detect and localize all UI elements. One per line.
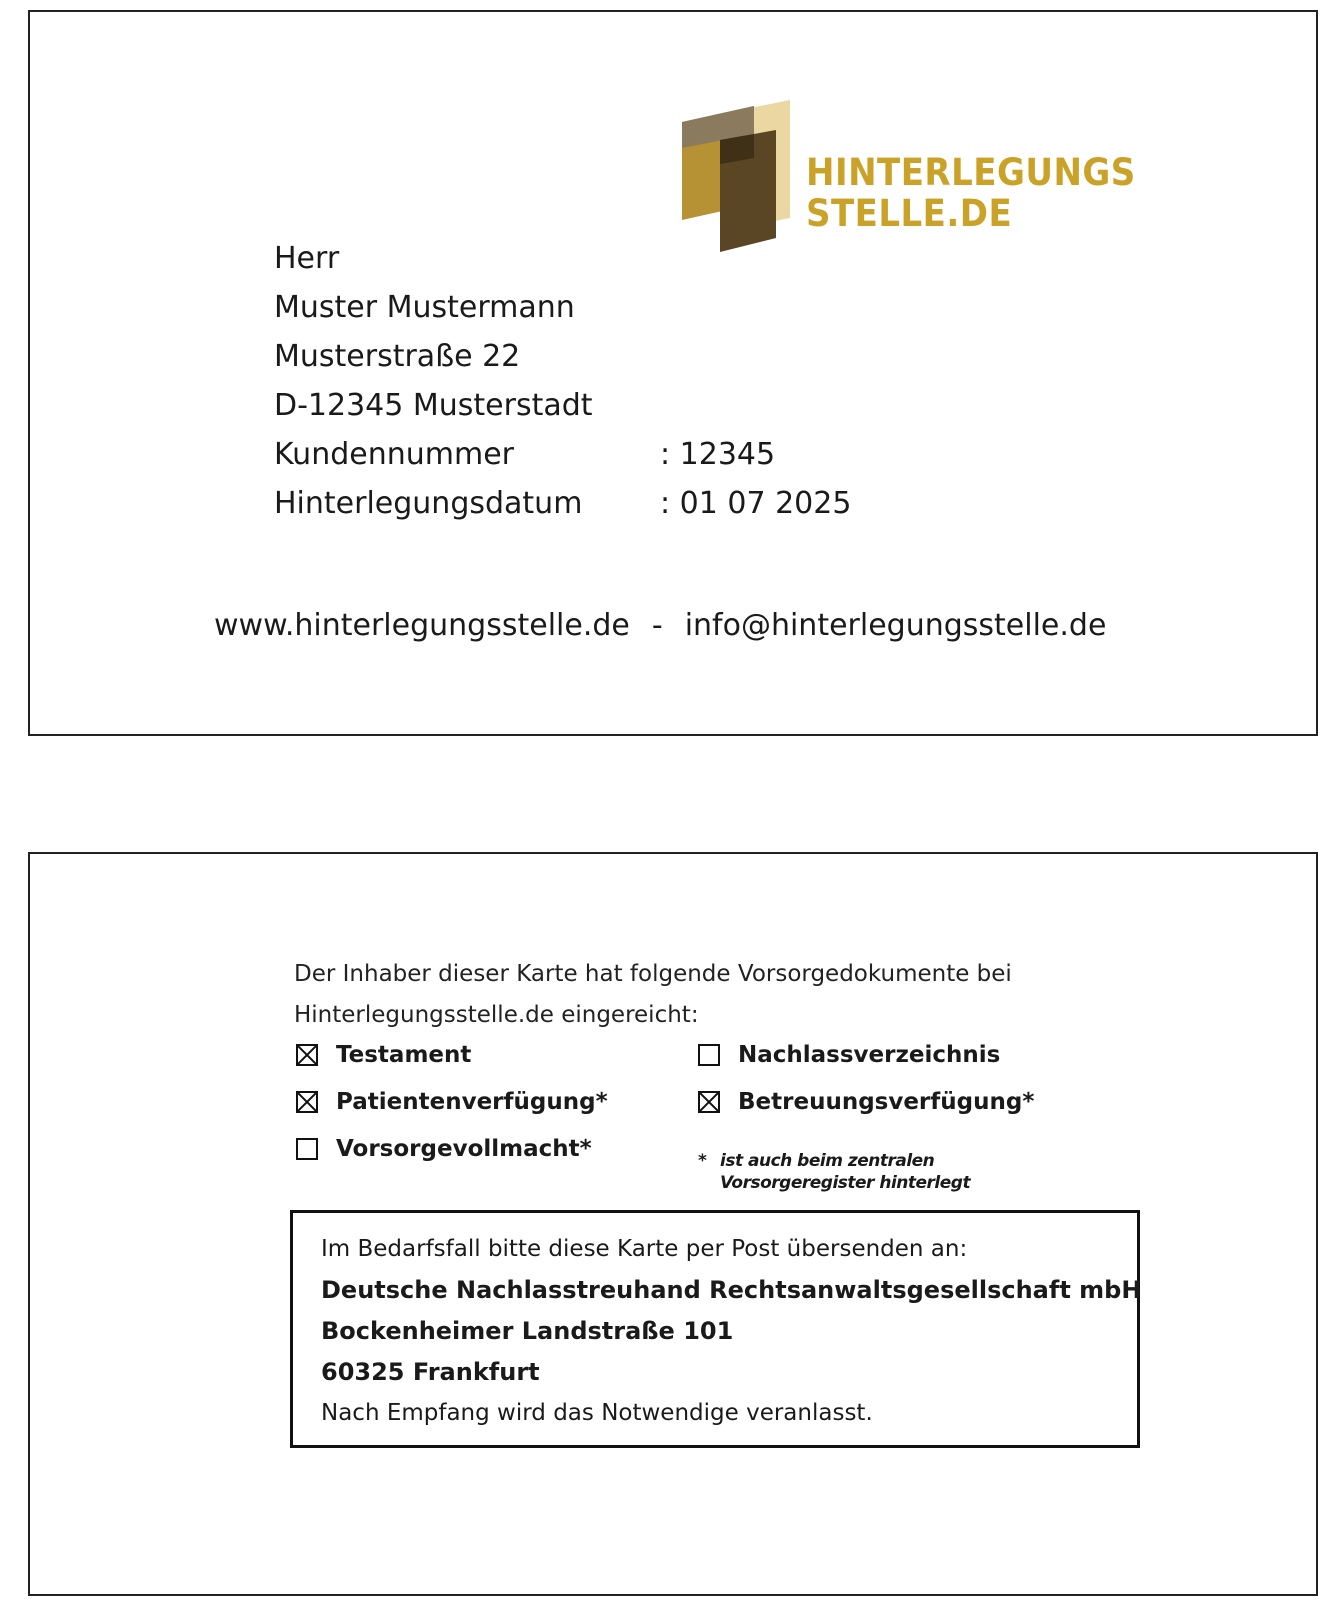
mailing-instructions-box xyxy=(290,1210,1140,1448)
contact-line xyxy=(214,608,1106,643)
intro-line-1: Der Inhaber dieser Karte hat folgende Vorsorgedokumente bei xyxy=(294,961,1012,987)
document-nachlassverzeichnis[interactable] xyxy=(698,1042,1000,1068)
checkbox-empty-icon[interactable] xyxy=(698,1044,720,1066)
customer-number-row xyxy=(274,430,851,479)
checkbox-checked-icon[interactable] xyxy=(296,1091,318,1113)
holder-street: Musterstraße 22 xyxy=(274,339,521,374)
mail-city: 60325 Frankfurt xyxy=(321,1358,540,1386)
footnote-star: * xyxy=(698,1151,707,1171)
salutation: Herr xyxy=(274,241,340,276)
website-link[interactable]: www.hinterlegungsstelle.de xyxy=(214,608,630,643)
document-label: Patientenverfügung* xyxy=(336,1089,608,1115)
logo-line-1: HINTERLEGUNGS xyxy=(806,151,1136,194)
document-vorsorgevollmacht[interactable] xyxy=(296,1136,592,1162)
contact-separator: - xyxy=(651,608,663,643)
footnote xyxy=(698,1150,970,1194)
intro-text xyxy=(294,954,1012,1036)
customer-number-label: Kundennummer xyxy=(274,437,514,472)
document-patientenverfuegung[interactable] xyxy=(296,1089,608,1115)
document-label: Vorsorgevollmacht* xyxy=(336,1136,592,1162)
email-link[interactable]: info@hinterlegungsstelle.de xyxy=(684,608,1107,643)
logo-wordmark xyxy=(806,152,1136,234)
footnote-line-2: Vorsorgeregister hinterlegt xyxy=(720,1173,971,1193)
logo-line-2: STELLE.DE xyxy=(806,192,1013,235)
deposit-date-label: Hinterlegungsdatum xyxy=(274,486,583,521)
document-betreuungsverfuegung[interactable] xyxy=(698,1089,1034,1115)
card-front xyxy=(28,10,1318,736)
document-label: Nachlassverzeichnis xyxy=(738,1042,1001,1068)
mail-intro: Im Bedarfsfall bitte diese Karte per Post übersenden an: xyxy=(321,1236,968,1262)
card-back xyxy=(28,852,1318,1596)
document-label: Testament xyxy=(336,1042,472,1068)
intro-line-2: Hinterlegungsstelle.de eingereicht: xyxy=(294,1002,699,1028)
mail-company: Deutsche Nachlasstreuhand Rechtsanwaltsgesellschaft mbH xyxy=(321,1276,1142,1304)
deposit-date-value: : 01 07 2025 xyxy=(660,486,852,521)
document-testament[interactable] xyxy=(296,1042,471,1068)
deposit-date-row xyxy=(274,479,851,528)
holder-city: D-12345 Musterstadt xyxy=(274,388,593,423)
address-block xyxy=(274,234,851,528)
document-label: Betreuungsverfügung* xyxy=(738,1089,1035,1115)
customer-number-value: : 12345 xyxy=(660,437,776,472)
holder-name: Muster Mustermann xyxy=(274,290,575,325)
checkbox-checked-icon[interactable] xyxy=(698,1091,720,1113)
mail-outro: Nach Empfang wird das Notwendige veranlasst. xyxy=(321,1400,873,1426)
mail-street: Bockenheimer Landstraße 101 xyxy=(321,1317,734,1345)
checkbox-empty-icon[interactable] xyxy=(296,1138,318,1160)
footnote-line-1: ist auch beim zentralen xyxy=(720,1151,935,1171)
checkbox-checked-icon[interactable] xyxy=(296,1044,318,1066)
